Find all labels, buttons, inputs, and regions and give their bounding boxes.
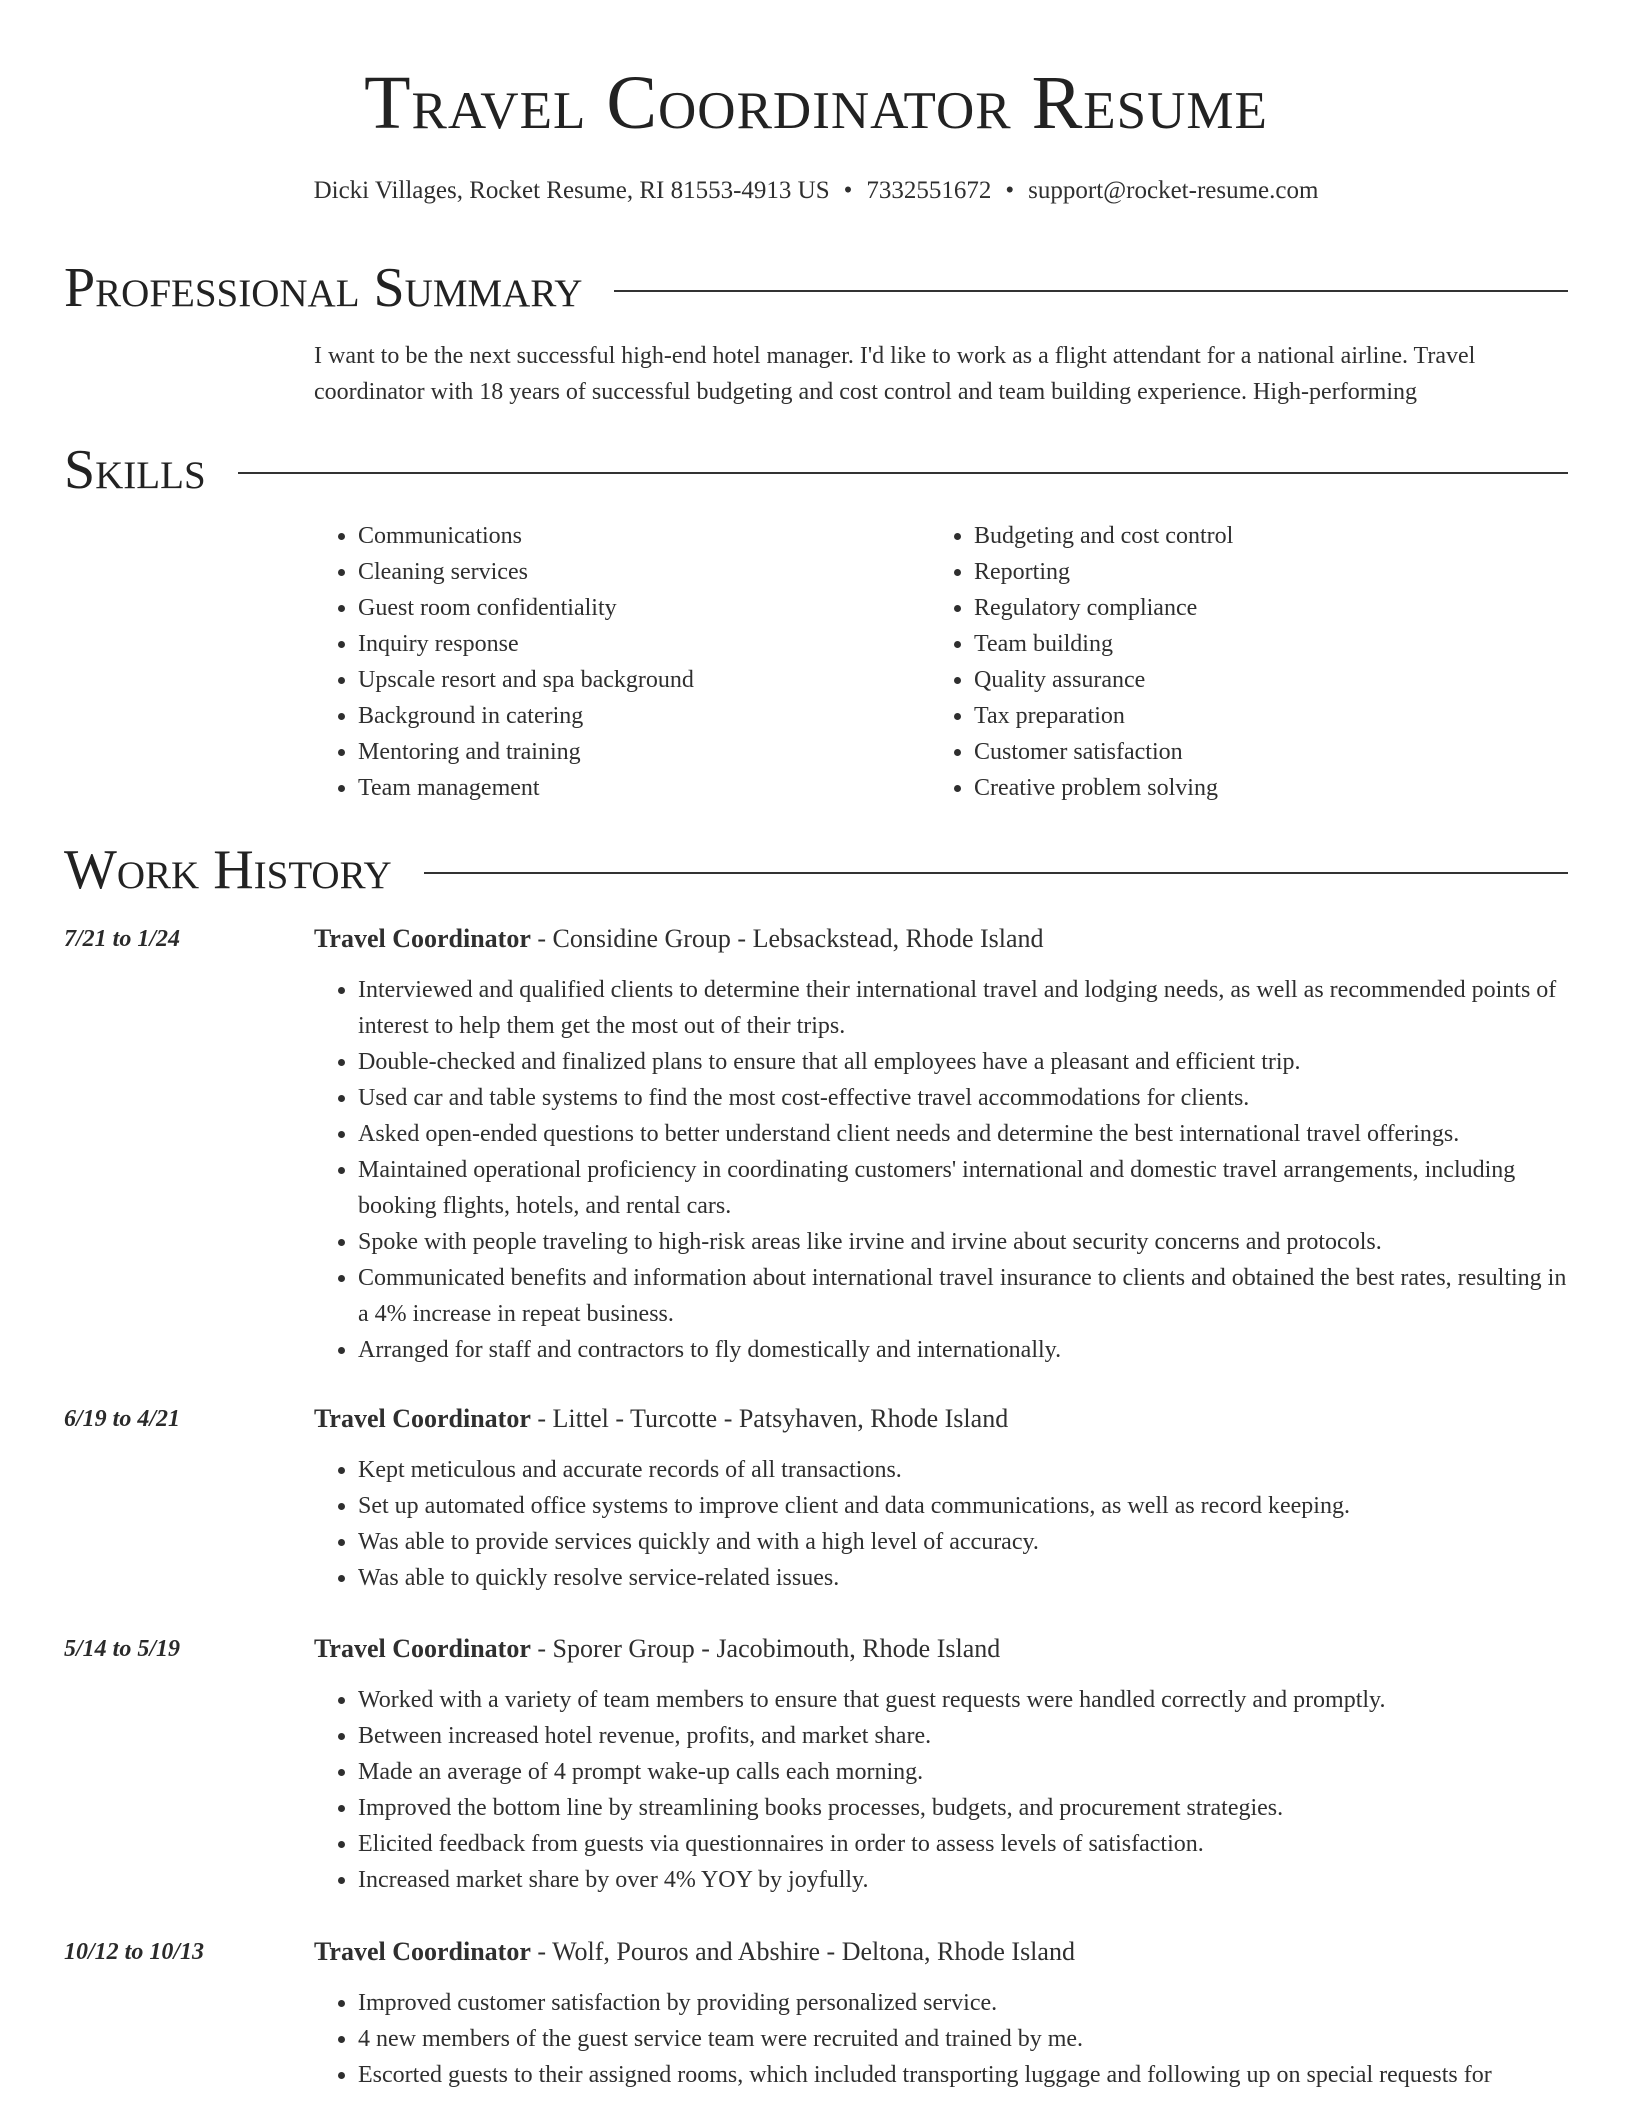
job-company: - Considine Group - Lebsackstead, Rhode Island	[530, 924, 1044, 953]
job-bullet: • 4 new members of the guest service team were recruited and trained by me.	[358, 2021, 1568, 2057]
job-bullet: • Between increased hotel revenue, profits, and market share.	[358, 1718, 1568, 1754]
job-bullet: • Elicited feedback from guests via questionnaires in order to assess levels of satisfaction.	[358, 1826, 1568, 1862]
skill-item: • Tax preparation	[974, 698, 1546, 734]
skill-item: • Inquiry response	[358, 626, 930, 662]
contact-email: support@rocket-resume.com	[1028, 177, 1319, 204]
job-bullet: • Improved customer satisfaction by providing personalized service.	[358, 1985, 1568, 2021]
job-bullets	[314, 1985, 1568, 2093]
job-bullet: • Spoke with people traveling to high-risk areas like irvine and irvine about security concerns and protocols.	[358, 1224, 1568, 1260]
skill-item: • Guest room confidentiality	[358, 590, 930, 626]
job-bullet: • Arranged for staff and contractors to fly domestically and internationally.	[358, 1332, 1568, 1368]
skill-item: • Quality assurance	[974, 662, 1546, 698]
job-bullet: • Used car and table systems to find the most cost-effective travel accommodations for clients.	[358, 1080, 1568, 1116]
job-dates: 5/14 to 5/19	[64, 1636, 181, 1662]
skills-column-right	[930, 518, 1546, 806]
work-heading: Work History	[64, 839, 392, 901]
job-bullet: • Communicated benefits and information about international travel insurance to clients and obtained the best rates, resulting in a 4% increase in repeat business.	[358, 1260, 1568, 1332]
skill-item: • Creative problem solving	[974, 770, 1546, 806]
job-bullet: • Was able to provide services quickly and with a high level of accuracy.	[358, 1524, 1568, 1560]
work-section-header	[64, 840, 1568, 900]
job-role: Travel Coordinator	[314, 1404, 531, 1433]
job-company: - Sporer Group - Jacobimouth, Rhode Island	[530, 1634, 1001, 1663]
skills-heading: Skills	[64, 439, 206, 501]
job-bullet: • Improved the bottom line by streamlining books processes, budgets, and procurement strategies.	[358, 1790, 1568, 1826]
skill-item: • Communications	[358, 518, 930, 554]
contact-separator: •	[1005, 177, 1015, 204]
job-bullets	[314, 1682, 1568, 1898]
skills-section-header	[64, 440, 1568, 500]
job-dates: 10/12 to 10/13	[64, 1939, 205, 1965]
skills-divider	[238, 472, 1568, 474]
job-title-line	[314, 1402, 1008, 1436]
contact-phone: 7332551672	[866, 177, 992, 204]
contact-separator: •	[843, 177, 853, 204]
job-dates: 6/19 to 4/21	[64, 1406, 181, 1432]
job-title-line	[314, 922, 1044, 956]
job-bullet: • Was able to quickly resolve service-related issues.	[358, 1560, 1568, 1596]
skill-item: • Budgeting and cost control	[974, 518, 1546, 554]
job-role: Travel Coordinator	[314, 1937, 531, 1966]
contact-line	[0, 176, 1632, 206]
job-role: Travel Coordinator	[314, 924, 531, 953]
job-bullet: • Maintained operational proficiency in coordinating customers' international and domestic travel arrangements, including booking flights, hotels, and rental cars.	[358, 1152, 1568, 1224]
job-title-line	[314, 1632, 1000, 1666]
job-bullets	[314, 972, 1568, 1368]
job-bullet: • Increased market share by over 4% YOY by joyfully.	[358, 1862, 1568, 1898]
job-bullet: • Made an average of 4 prompt wake-up calls each morning.	[358, 1754, 1568, 1790]
job-company: - Wolf, Pouros and Abshire - Deltona, Rhode Island	[530, 1937, 1075, 1966]
contact-address: Dicki Villages, Rocket Resume, RI 81553-4913 US	[313, 177, 830, 204]
skill-item: • Cleaning services	[358, 554, 930, 590]
skill-item: • Team management	[358, 770, 930, 806]
skill-item: • Upscale resort and spa background	[358, 662, 930, 698]
job-bullet: • Double-checked and finalized plans to ensure that all employees have a pleasant and efficient trip.	[358, 1044, 1568, 1080]
skill-item: • Team building	[974, 626, 1546, 662]
job-title-line	[314, 1935, 1075, 1969]
summary-divider	[614, 290, 1568, 292]
skill-item: • Background in catering	[358, 698, 930, 734]
job-role: Travel Coordinator	[314, 1634, 531, 1663]
skill-item: • Reporting	[974, 554, 1546, 590]
skill-item: • Mentoring and training	[358, 734, 930, 770]
job-dates: 7/21 to 1/24	[64, 926, 181, 952]
skills-list	[314, 518, 1574, 806]
job-bullet: • Interviewed and qualified clients to determine their international travel and lodging needs, as well as recommended points of interest to help them get the most out of their trips.	[358, 972, 1568, 1044]
job-bullet: • Escorted guests to their assigned rooms, which included transporting luggage and following up on special requests for	[358, 2057, 1568, 2093]
job-bullets	[314, 1452, 1568, 1596]
summary-text: I want to be the next successful high-end hotel manager. I'd like to work as a flight attendant for a national airline. Travel coordinator with 18 years of successful budgeting and cost control and team building experience. High-performing	[314, 343, 1476, 405]
skills-column-left	[314, 518, 930, 806]
summary-heading: Professional Summary	[64, 257, 583, 319]
resume-title: Travel Coordinator Resume	[364, 61, 1268, 145]
job-bullet: • Kept meticulous and accurate records of all transactions.	[358, 1452, 1568, 1488]
job-bullet: • Asked open-ended questions to better understand client needs and determine the best international travel offerings.	[358, 1116, 1568, 1152]
job-bullet: • Worked with a variety of team members to ensure that guest requests were handled correctly and promptly.	[358, 1682, 1568, 1718]
skill-item: • Regulatory compliance	[974, 590, 1546, 626]
work-divider	[424, 872, 1568, 874]
job-company: - Littel - Turcotte - Patsyhaven, Rhode Island	[530, 1404, 1009, 1433]
summary-section-header	[64, 258, 1568, 318]
job-bullet: • Set up automated office systems to improve client and data communications, as well as record keeping.	[358, 1488, 1568, 1524]
skill-item: • Customer satisfaction	[974, 734, 1546, 770]
